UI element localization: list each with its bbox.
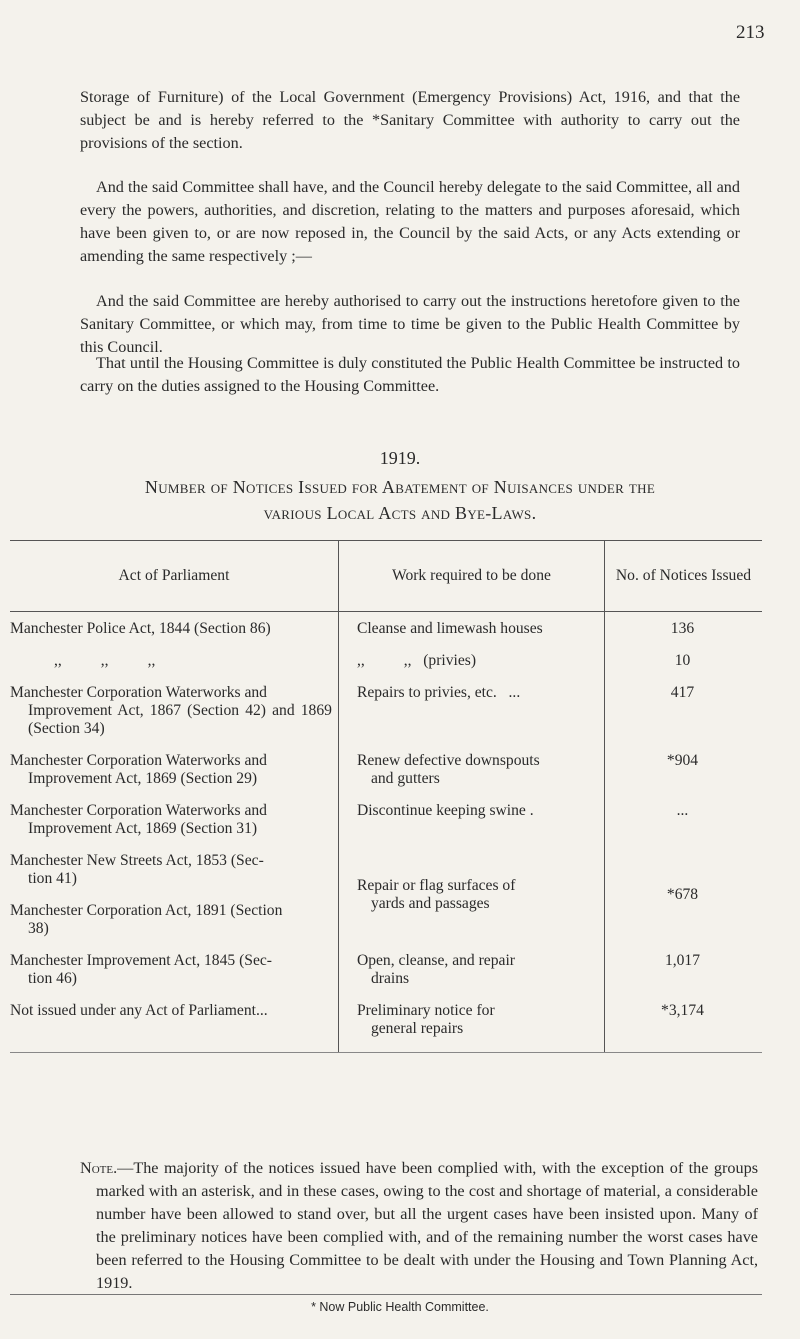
work-text: Discontinue keeping swine . (356, 802, 534, 819)
act-text: Manchester Improvement Act, 1845 (Sec- (10, 952, 272, 969)
cell-notices: 1,017 (664, 952, 701, 969)
table-row (10, 612, 762, 645)
table-row (10, 644, 762, 676)
cell-notices: 417 (670, 684, 695, 701)
work-text-continued: general repairs (370, 1020, 464, 1037)
cell-act (10, 744, 338, 794)
paragraph-housing: That until the Housing Committee is duly constituted the Public Health Committee be instructed to carry on the duties assigned to the Housing Committee. (80, 354, 740, 395)
header-act: Act of Parliament (10, 541, 338, 612)
act-text-continued: tion 46) (28, 970, 77, 987)
table-row (10, 944, 762, 994)
cell-notices: 136 (670, 620, 695, 637)
footnote-divider (10, 1294, 762, 1295)
cell-notices: ... (676, 802, 689, 819)
table-row (10, 844, 762, 944)
note-text: —The majority of the notices issued have been complied with, with the exception of the groups marked with an asterisk, and in these cases, owing to the cost and shortage of material, a considerable number have been allowed to stand over, but all the urgent cases have been insisted upon. Many of the preliminary notices have been complied with, and of the remaining number the worst cases have been referred to the Housing Committee to be dealt with under the Housing and Town Planning Act, 1919. (96, 1159, 758, 1292)
cell-work (338, 994, 604, 1053)
paragraph-continuation: Storage of Furniture) of the Local Government (Emergency Provisions) Act, 1916, and that the subject be and is hereby referred to the *Sanitary Committee with authority to carry out the provisions of the section. (80, 88, 740, 152)
cell-notices: 10 (674, 652, 691, 669)
act-text: Manchester Corporation Waterworks and (10, 752, 267, 769)
table-row (10, 994, 762, 1053)
cell-act (10, 844, 338, 944)
footnote: * Now Public Health Committee. (311, 1300, 489, 1314)
work-text: ,, ,, (privies) (356, 652, 477, 669)
note-label: Note. (80, 1159, 118, 1177)
table-row (10, 744, 762, 794)
paragraph-delegation: And the said Committee shall have, and the Council hereby delegate to the said Committee, all and every the powers, authorities, and discretion, relating to the matters and purposes aforesaid, which have been given to, or are now reposed in, the Council by the said Acts, or any Acts extending or amending the same respectively ;— (80, 178, 740, 265)
cell-act (10, 676, 338, 744)
table-title (0, 474, 800, 526)
table-title-line-1: Number of Notices Issued for Abatement of Nuisances under the (144, 477, 656, 497)
work-text: Preliminary notice for (356, 1002, 495, 1019)
cell-act (10, 944, 338, 994)
cell-act (10, 794, 338, 844)
notices-table (10, 540, 762, 1053)
table-row (10, 676, 762, 744)
act-text: Manchester New Streets Act, 1853 (Sec- (10, 852, 264, 869)
cell-work (338, 794, 604, 844)
table-header-row (10, 541, 762, 612)
act-text: Manchester Corporation Waterworks and (10, 684, 267, 701)
cell-act (10, 994, 338, 1053)
cell-work (338, 744, 604, 794)
cell-notices: *3,174 (604, 994, 762, 1053)
cell-notices: *678 (666, 886, 699, 903)
cell-notices: *904 (666, 752, 699, 769)
cell-act (10, 644, 338, 676)
act-text-continued: tion 41) (28, 870, 77, 887)
work-text: Repair or flag surfaces of (356, 877, 516, 894)
act-text: Manchester Corporation Waterworks and (10, 802, 267, 819)
cell-work (338, 944, 604, 994)
act-text: Not issued under any Act of Parliament... (10, 1002, 268, 1019)
act-text-second-continued: 38) (28, 920, 49, 937)
work-text: Open, cleanse, and repair (356, 952, 515, 969)
header-notices: No. of Notices Issued (604, 541, 762, 612)
cell-act (10, 612, 338, 645)
act-ditto-text: ,, ,, ,, (54, 652, 156, 669)
work-text: Renew defective downspouts (356, 752, 540, 769)
table-note (80, 1157, 758, 1295)
act-text: Manchester Police Act, 1844 (Section 86) (10, 620, 271, 637)
page-number: 213 (736, 22, 765, 43)
act-text-continued: Improvement Act, 1869 (Section 31) (28, 820, 258, 837)
act-text-continued: Improvement Act, 1867 (Section 42) and 1869 (Section 34) (28, 702, 332, 737)
cell-work (338, 844, 604, 944)
act-text-continued: Improvement Act, 1869 (Section 29) (28, 770, 258, 787)
work-text-continued: and gutters (370, 770, 440, 787)
act-text-second: Manchester Corporation Act, 1891 (Section (10, 902, 283, 919)
cell-work (338, 612, 604, 645)
work-text: Cleanse and limewash houses (356, 620, 543, 637)
work-text: Repairs to privies, etc. ... (356, 684, 521, 701)
table-row (10, 794, 762, 844)
notices-table-container (10, 540, 762, 1053)
cell-work (338, 644, 604, 676)
work-text-continued: yards and passages (370, 895, 490, 912)
paragraph-authorisation: And the said Committee are hereby authorised to carry out the instructions heretofore given to the Sanitary Committee, or which may, from time to time be given to the Public Health Committee by this Council. (80, 292, 740, 356)
table-title-line-2: various Local Acts and Bye-Laws. (263, 503, 537, 523)
cell-work (338, 676, 604, 744)
work-text-continued: drains (370, 970, 410, 987)
year-heading: 1919. (379, 448, 421, 468)
header-work: Work required to be done (338, 541, 604, 612)
